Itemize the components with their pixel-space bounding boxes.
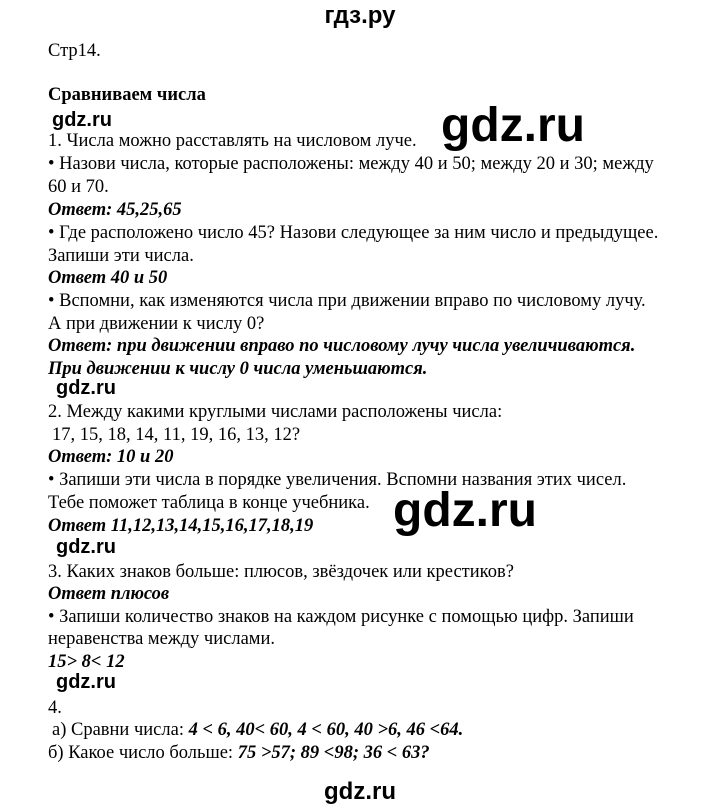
task2-intro: 2. Между какими круглыми числами расположены числа: bbox=[48, 402, 503, 422]
watermark-small-1: gdz.ru bbox=[52, 109, 112, 131]
task4-part-a-label: а) Сравни числа: bbox=[52, 720, 184, 740]
task4-part-a-answer: 4 < 6, 40< 60, 4 < 60, 40 >6, 46 <64. bbox=[188, 720, 464, 740]
watermark-small-2: gdz.ru bbox=[56, 377, 116, 399]
task1-intro: 1. Числа можно расставлять на числовом луче. bbox=[48, 131, 417, 151]
watermark-small-4: gdz.ru bbox=[56, 671, 116, 693]
task1-question2-line2: Запиши эти числа. bbox=[48, 246, 194, 266]
task1-answer3-line2: При движении к числу 0 числа уменьшаются. bbox=[48, 359, 428, 379]
section-title: Сравниваем числа bbox=[48, 85, 206, 105]
task4-part-a bbox=[52, 719, 463, 741]
page-number: Стр14. bbox=[48, 41, 101, 61]
task1-question2-line1: • Где расположено число 45? Назови следующее за ним число и предыдущее. bbox=[48, 223, 659, 243]
task3-answer2: 15> 8< 12 bbox=[48, 652, 125, 672]
task4-part-b-label: б) Какое число больше: bbox=[48, 743, 234, 763]
task3-question2-line2: неравенства между числами. bbox=[48, 629, 276, 649]
task2-answer2: Ответ 11,12,13,14,15,16,17,18,19 bbox=[48, 516, 314, 536]
task3-intro: 3. Каких знаков больше: плюсов, звёздочек или крестиков? bbox=[48, 562, 514, 582]
task1-question3-line1: • Вспомни, как изменяются числа при движении вправо по числовому лучу. bbox=[48, 291, 646, 311]
task4-part-b bbox=[48, 742, 430, 764]
site-footer-watermark: gdz.ru bbox=[324, 778, 396, 805]
watermark-small-3: gdz.ru bbox=[56, 536, 116, 558]
site-header-watermark: гдз.ру bbox=[324, 2, 396, 29]
task1-answer2: Ответ 40 и 50 bbox=[48, 268, 168, 288]
watermark-large-2: gdz.ru bbox=[393, 484, 537, 537]
task4-number: 4. bbox=[48, 698, 62, 718]
task1-question1-line2: 60 и 70. bbox=[48, 177, 109, 197]
task1-answer3-line1: Ответ: при движении вправо по числовому лучу числа увеличиваются. bbox=[48, 336, 636, 356]
watermark-large-1: gdz.ru bbox=[441, 99, 585, 152]
task4-part-b-answer: 75 >57; 89 <98; 36 < 63? bbox=[237, 743, 430, 763]
task1-question3-line2: А при движении к числу 0? bbox=[48, 314, 265, 334]
task3-question2-line1: • Запиши количество знаков на каждом рисунке с помощью цифр. Запиши bbox=[48, 607, 634, 627]
task2-numbers: 17, 15, 18, 14, 11, 19, 16, 13, 12? bbox=[52, 425, 301, 445]
task1-answer1: Ответ: 45,25,65 bbox=[48, 200, 182, 220]
task2-question2-line1: • Запиши эти числа в порядке увеличения. Вспомни названия этих чисел. bbox=[48, 470, 627, 490]
task1-question1-line1: • Назови числа, которые расположены: между 40 и 50; между 20 и 30; между bbox=[48, 154, 654, 174]
task2-answer1: Ответ: 10 и 20 bbox=[48, 447, 174, 467]
task3-answer1: Ответ плюсов bbox=[48, 584, 170, 604]
task2-question2-line2: Тебе поможет таблица в конце учебника. bbox=[48, 493, 370, 513]
